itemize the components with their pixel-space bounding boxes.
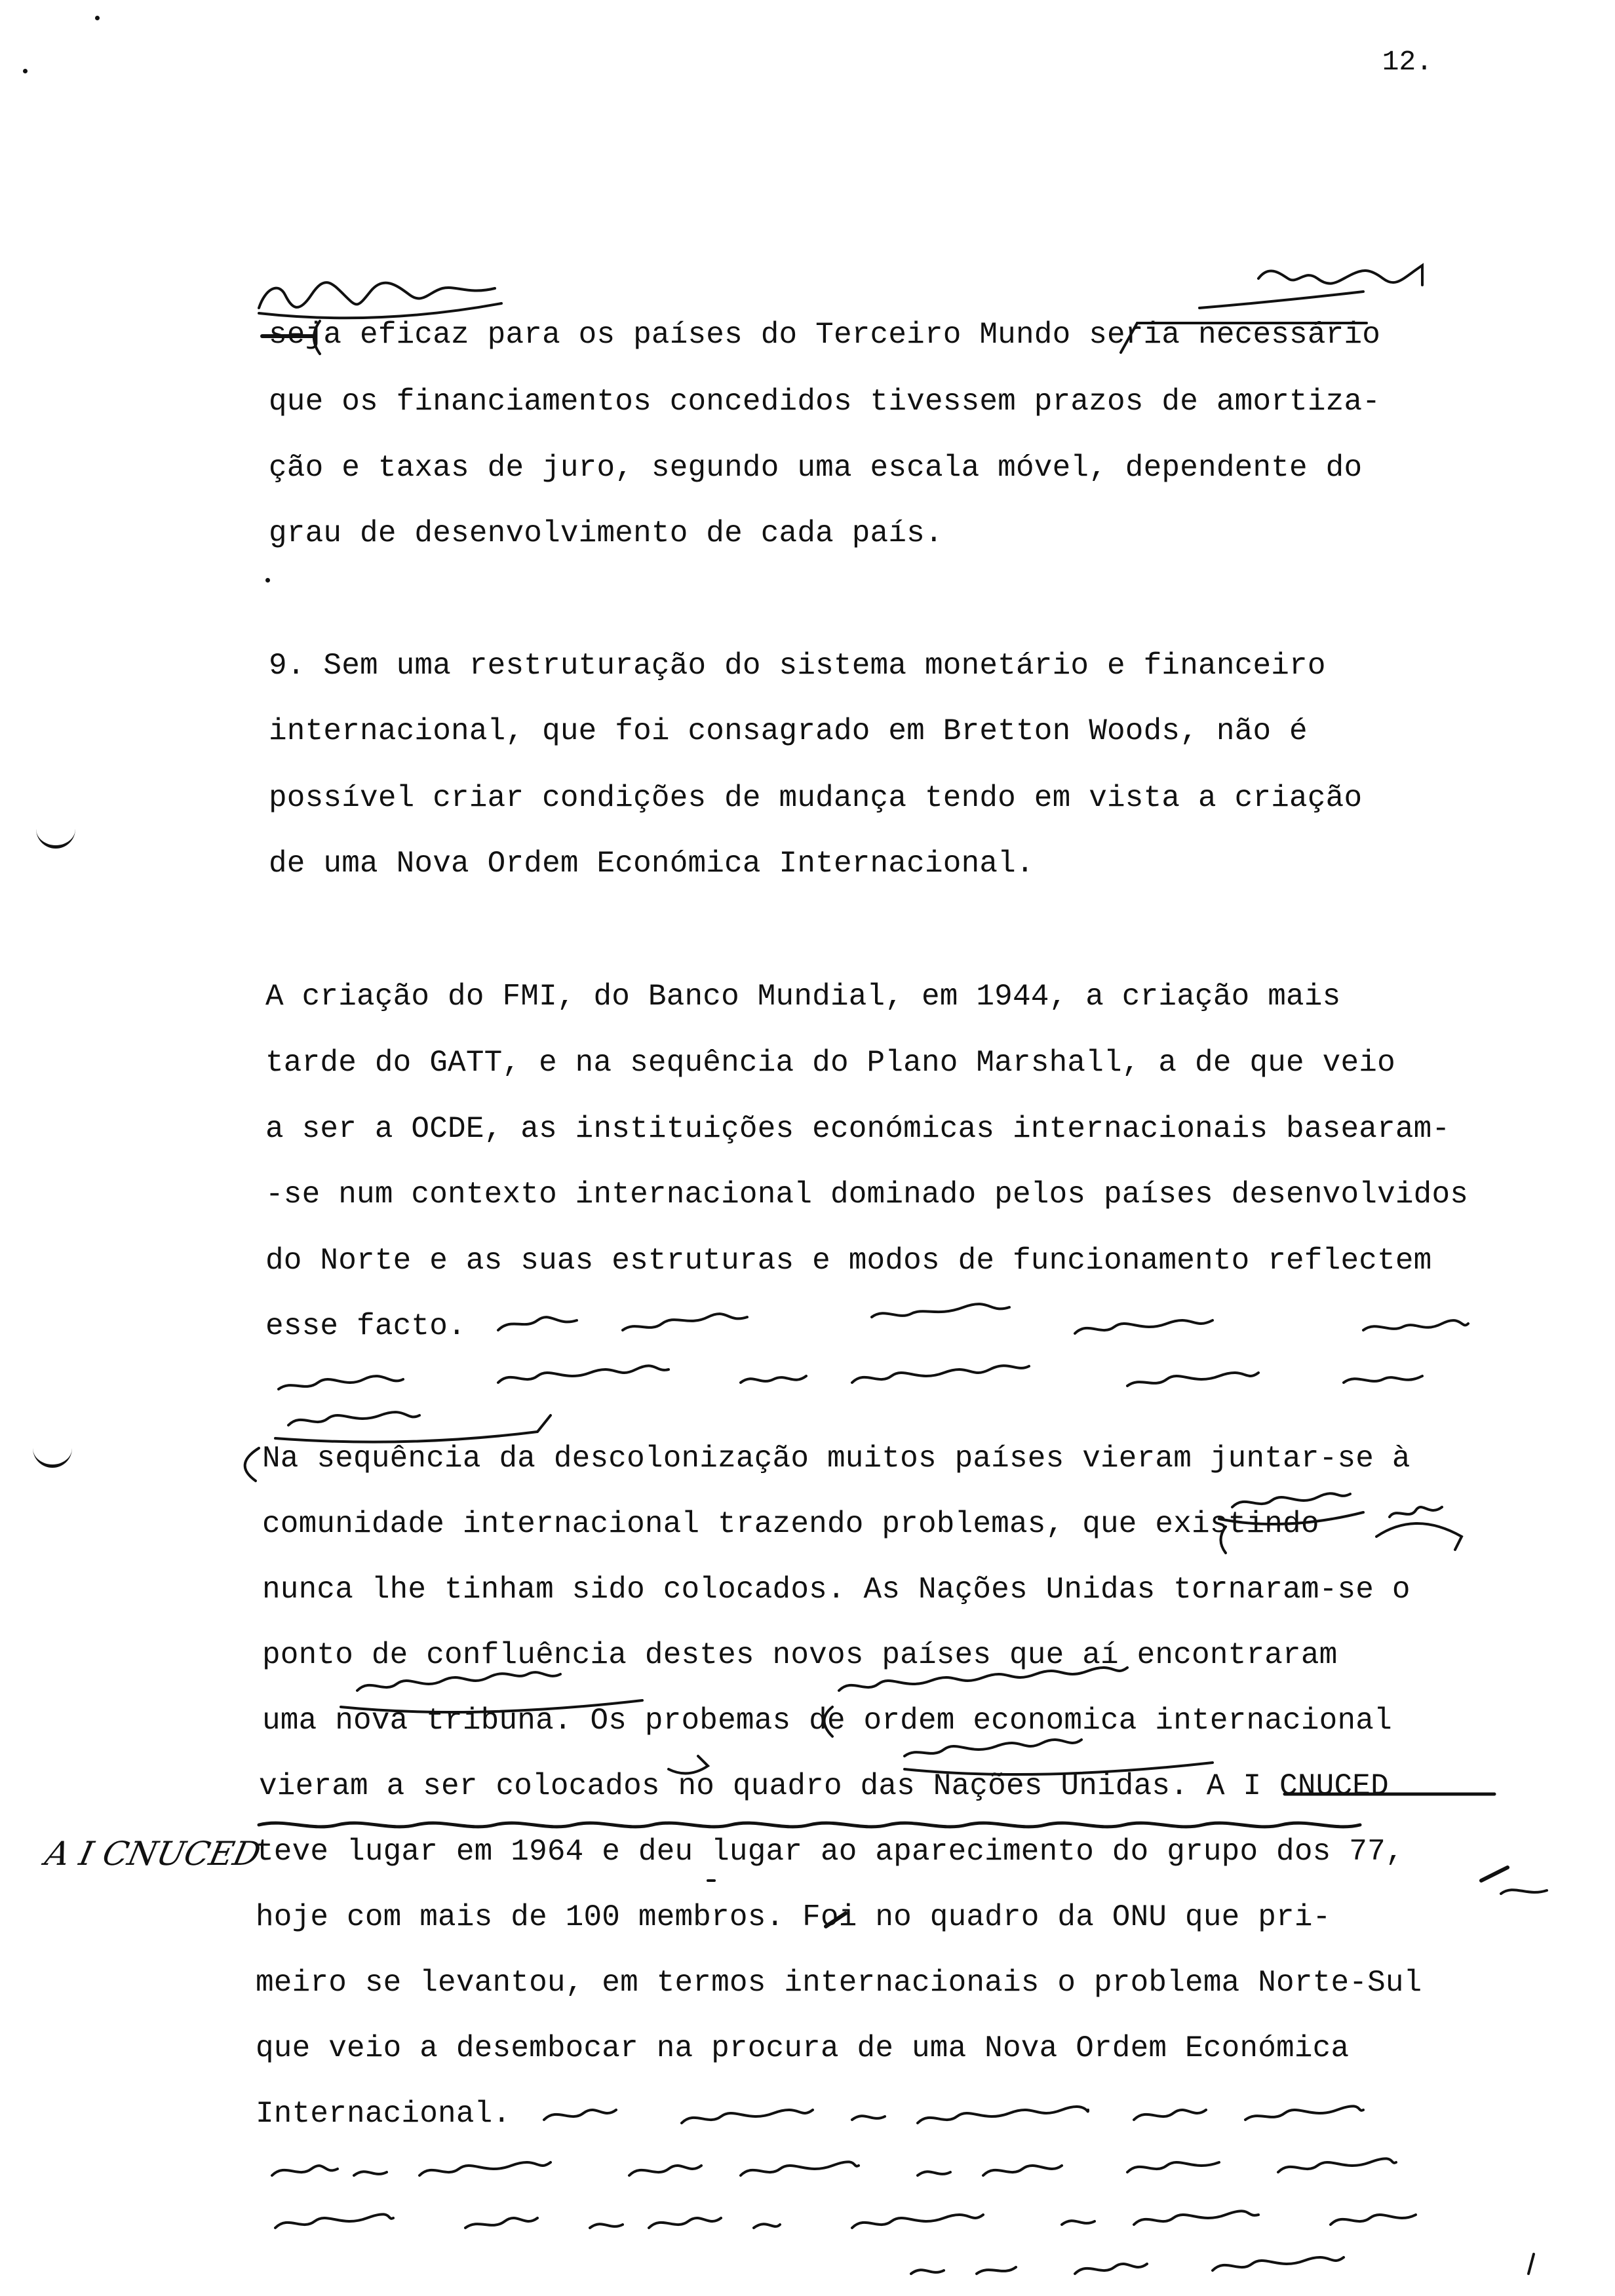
dot-mark bbox=[265, 578, 270, 583]
paragraph-2-line: 9. Sem uma restruturação do sistema monetário e financeiro bbox=[269, 649, 1326, 683]
paragraph-1-line: ção e taxas de juro, segundo uma escala móvel, dependente do bbox=[269, 451, 1363, 485]
paragraph-4-line: nunca lhe tinham sido colocados. As Nações Unidas tornaram-se o bbox=[262, 1573, 1411, 1607]
paragraph-4-line: vieram a ser colocados no quadro das Nações Unidas. A I CNUCED bbox=[259, 1769, 1389, 1803]
paragraph-1-line: que os financiamentos concedidos tivessem prazos de amortiza- bbox=[269, 385, 1381, 419]
paragraph-4-line: que veio a desembocar na procura de uma Nova Ordem Económica bbox=[256, 2031, 1350, 2065]
page-number: 12. bbox=[1382, 46, 1433, 78]
paragraph-3-line: -se num contexto internacional dominado pelos países desenvolvidos bbox=[265, 1177, 1469, 1212]
margin-note: A I CNUCED bbox=[41, 1835, 264, 1873]
dot-mark bbox=[95, 16, 100, 20]
paragraph-4-line: comunidade internacional trazendo problemas, que existindo bbox=[262, 1507, 1319, 1541]
paragraph-4-line: teve lugar em 1964 e deu lugar ao aparecimento do grupo dos 77, bbox=[256, 1835, 1404, 1869]
paragraph-1-line: seja eficaz para os países do Terceiro Mundo seria necessário bbox=[269, 318, 1381, 352]
paragraph-4-line: meiro se levantou, em termos internacionais o problema Norte-Sul bbox=[256, 1966, 1422, 2000]
paragraph-4-line: Na sequência da descolonização muitos países vieram juntar-se à bbox=[262, 1442, 1411, 1476]
paragraph-4-line: Internacional. bbox=[256, 2097, 511, 2131]
paragraph-4-line: uma nova tribuna. Os probemas de ordem economica internacional bbox=[262, 1704, 1392, 1738]
paragraph-2-line: internacional, que foi consagrado em Bretton Woods, não é bbox=[269, 714, 1308, 748]
paragraph-3-line: esse facto. bbox=[265, 1309, 466, 1343]
paragraph-4-line: hoje com mais de 100 membros. Foi no quadro da ONU que pri- bbox=[256, 1900, 1331, 1934]
paragraph-2-line: possível criar condições de mudança tendo em vista a criação bbox=[269, 781, 1363, 815]
dot-mark bbox=[23, 69, 28, 73]
paragraph-3-line: tarde do GATT, e na sequência do Plano Marshall, a de que veio bbox=[265, 1046, 1395, 1080]
paragraph-4-line: ponto de confluência destes novos países que aí encontraram bbox=[262, 1638, 1338, 1672]
paragraph-3-line: a ser a OCDE, as instituições económicas internacionais basearam- bbox=[265, 1112, 1450, 1146]
paragraph-2-line: de uma Nova Ordem Económica Internacional. bbox=[269, 847, 1034, 881]
paragraph-3-line: A criação do FMI, do Banco Mundial, em 1944, a criação mais bbox=[265, 980, 1341, 1014]
paragraph-1-line: grau de desenvolvimento de cada país. bbox=[269, 516, 943, 550]
paragraph-3-line: do Norte e as suas estruturas e modos de funcionamento reflectem bbox=[265, 1244, 1432, 1278]
